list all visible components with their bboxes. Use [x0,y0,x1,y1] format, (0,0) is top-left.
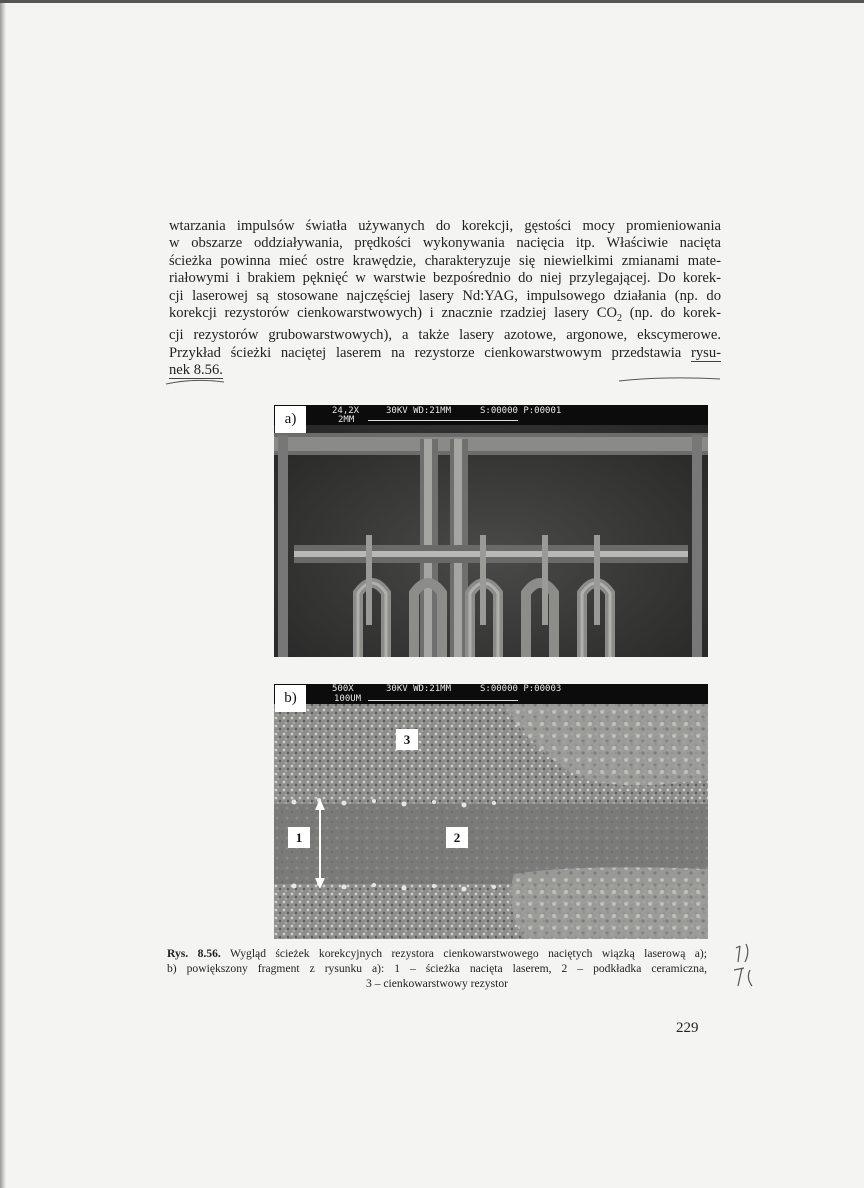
text-line: riałowymi i brakiem pęknięć w warstwie bezpośrednio do niej przylegającej. Do korek- [169,270,721,287]
caption-line-2: b) powiększony fragment z rysunku a): 1 – ścieżka nacięta laserem, 2 – podkładka ceramiczna, [167,962,707,975]
marker-2: 2 [446,827,468,848]
text-line: ścieżka powinna mieć ostre krawędzie, charakteryzuje się niewielkimi zmianami mate- [169,252,721,269]
caption-text: Wygląd ścieżek korekcyjnych rezystora cienkowarstwowego naciętych wiązką laserową a); [220,947,707,960]
sem-counters: S:00000 P:00001 [480,406,562,416]
text-line: cji rezystorów grubowarstwowych), a także lasery azotowe, argonowe, ekscymerowe. [169,327,721,344]
sem-info-bar [274,405,708,425]
laser-trimmed-resistor-image [274,405,708,657]
marker-1: 1 [288,827,310,848]
scale-label: 2MM [338,415,355,425]
figure-reference: rysu- [691,344,721,361]
scale-label: 100UM [334,694,362,704]
pen-underline-mark [164,376,724,388]
text-line-co2 [169,305,721,327]
scale-bar [368,700,518,701]
text-fragment: korekcji rezystorów cienkowarstwowych) i znacznie rzadziej lasery CO [169,305,617,322]
figure-label-b: b) [275,685,306,712]
page-number: 229 [676,1020,699,1036]
sem-parameters: 30KV WD:21MM [386,406,452,416]
magnification: 24,2X [332,406,360,416]
sem-image-b [274,684,708,939]
handwritten-margin-mark [730,940,770,990]
magnified-fragment-image [274,684,708,939]
figure-label-a: a) [275,406,306,433]
body-paragraph [169,218,721,380]
marker-3: 3 [396,729,418,750]
text-line: wtarzania impulsów światła używanych do korekcji, gęstości mocy promieniowania [169,218,721,234]
caption-label: Rys. 8.56. [167,947,221,960]
page-edge-shadow [0,0,6,1188]
text-fragment: (np. do korek- [622,305,721,322]
sem-info-bar [274,684,708,704]
text-line: cji laserowej są stosowane najczęściej lasery Nd:YAG, impulsowego działania (np. do [169,287,721,304]
caption-line-1 [167,946,707,961]
sem-image-a [274,405,708,657]
sem-counters: S:00000 P:00003 [480,684,562,694]
figure-reference-end: nek 8.56. [169,362,223,379]
text-line-with-link [169,345,721,362]
figure-caption [167,946,707,991]
caption-line-3: 3 – cienkowarstwowy rezystor [366,977,508,990]
scale-bar [368,420,518,421]
magnification: 500X [332,684,354,694]
page-top-edge [0,0,864,3]
text-line: w obszarze oddziaływania, prędkości wykonywania nacięcia itp. Właściwie nacięta [169,235,721,252]
sem-parameters: 30KV WD:21MM [386,684,452,694]
text-fragment: Przykład ścieżki naciętej laserem na rezystorze cienkowarstwowym przedstawia [169,344,691,361]
co2-subscript: 2 [617,312,622,324]
